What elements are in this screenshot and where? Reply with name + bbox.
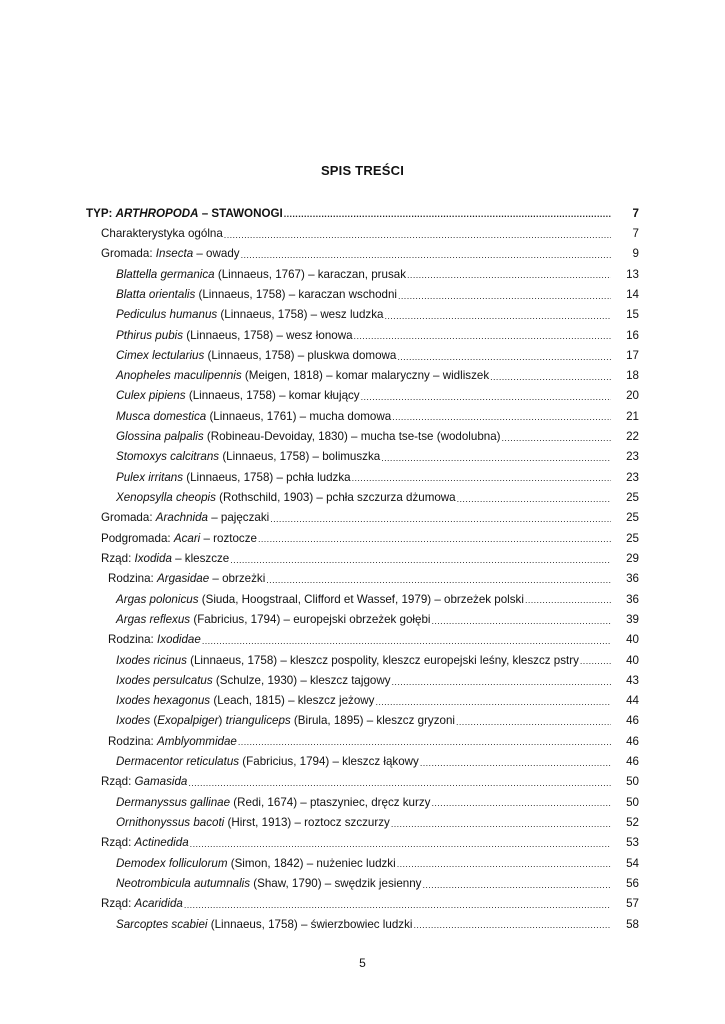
toc-leader-dots — [407, 271, 611, 284]
toc-leader-dots — [381, 454, 611, 467]
toc-leader-dots — [384, 312, 611, 325]
toc-entry-page: 43 — [626, 673, 639, 687]
toc-entry-label-text: (Linnaeus, 1761) – mucha domowa — [206, 409, 392, 423]
toc-entry-label-text: (Leach, 1815) – kleszcz jeżowy — [210, 694, 375, 708]
toc-entry-page: 21 — [626, 409, 639, 423]
toc-leader-dots — [270, 515, 611, 528]
toc-entry-label-text: Rodzina: — [108, 633, 157, 647]
toc-entry-label-italic: Argas reflexus — [116, 612, 191, 626]
toc-leader-dots — [202, 637, 611, 650]
toc-entry-label — [101, 836, 189, 849]
toc-entry-label-text: (Siuda, Hoogstraal, Clifford et Wassef, 1979) – obrzeżek polski — [198, 592, 524, 606]
toc-entry — [86, 203, 639, 223]
toc-entry-page: 29 — [626, 551, 639, 565]
toc-leader-dots — [420, 759, 611, 772]
page-title: SPIS TREŚCI — [320, 163, 405, 178]
toc-entry-label-italic: Gamasida — [134, 775, 188, 789]
toc-entry-label — [116, 308, 383, 321]
toc-leader-dots — [422, 881, 611, 894]
toc-entry-label-text: Charakterystyka ogólna — [101, 226, 223, 240]
toc-entry — [86, 589, 639, 609]
toc-entry-label-text: (Schulze, 1930) – kleszcz tajgowy — [212, 673, 391, 687]
toc-entry-label-italic: Ixodes — [116, 714, 151, 728]
toc-entry-label — [108, 572, 265, 585]
toc-entry-label — [108, 633, 201, 646]
toc-entry-label-italic: Arachnida — [155, 511, 208, 525]
toc-entry-label-text: (Linnaeus, 1758) – wesz ludzka — [217, 308, 384, 322]
toc-entry-label-italic: Amblyommidae — [156, 734, 237, 748]
toc-entry-label — [108, 735, 237, 748]
toc-entry-label-text: (Linnaeus, 1758) – świerzbowiec ludzki — [207, 917, 413, 931]
toc-entry-page: 25 — [626, 491, 639, 505]
toc-leader-dots — [230, 556, 611, 569]
toc-entry-label — [101, 247, 240, 260]
toc-entry-page: 13 — [626, 267, 639, 281]
toc-entry-label — [101, 897, 183, 910]
toc-entry-label — [116, 877, 421, 890]
toc-entry — [86, 711, 639, 731]
toc-entry-page: 57 — [626, 897, 639, 911]
toc-entry-page: 25 — [626, 531, 639, 545]
toc-entry-label — [101, 775, 187, 788]
toc-entry — [86, 792, 639, 812]
toc-entry-label-text: – roztocze — [200, 531, 257, 545]
toc-entry-label-italic: Blatta orientalis — [116, 287, 196, 301]
toc-leader-dots — [413, 921, 611, 934]
toc-leader-dots — [502, 434, 611, 447]
toc-entry-label-italic: Blattella germanica — [116, 267, 215, 281]
toc-entry-label-italic: Argasidae — [156, 572, 210, 586]
toc-leader-dots — [266, 576, 611, 589]
toc-entry — [86, 670, 639, 690]
toc-entry-label-text: (Fabricius, 1794) – kleszcz łąkowy — [239, 755, 419, 769]
toc-leader-dots — [352, 474, 611, 487]
toc-entry-label-text: – obrzeżki — [209, 572, 266, 586]
toc-entry-label-italic: Glossina palpalis — [116, 430, 204, 444]
toc-leader-dots — [397, 353, 611, 366]
toc-entry-label-text: ( — [150, 714, 158, 728]
toc-entry-label-text: – kleszcze — [171, 551, 230, 565]
toc-entry-page: 58 — [626, 917, 639, 931]
toc-leader-dots — [431, 617, 611, 630]
toc-entry-label — [101, 511, 269, 524]
toc-entry-label — [116, 349, 396, 362]
toc-entry-label — [116, 796, 430, 809]
toc-leader-dots — [284, 210, 611, 223]
toc-entry-label-text: Gromada: — [101, 511, 156, 525]
toc-entry-label-italic: Dermanyssus gallinae — [116, 795, 231, 809]
toc-entry-label-text: (Linnaeus, 1758) – kleszcz pospolity, kleszcz europejski leśny, kleszcz pstry — [186, 653, 579, 667]
toc-entry-label-text: Rząd: — [101, 836, 135, 850]
toc-entry — [86, 305, 639, 325]
toc-entry-label — [116, 755, 419, 768]
toc-entry-page: 18 — [626, 369, 639, 383]
toc-entry-label — [116, 694, 374, 707]
toc-entry-label — [116, 857, 396, 870]
toc-entry-label — [116, 918, 412, 931]
toc-leader-dots — [241, 251, 611, 264]
toc-entry-label-italic: Ixodes ricinus — [116, 653, 187, 667]
toc-entry-page: 23 — [626, 450, 639, 464]
toc-leader-dots — [457, 495, 611, 508]
toc-entry-label-text: Podgromada: — [101, 531, 174, 545]
toc-entry-label-italic: Xenopsylla cheopis — [116, 491, 216, 505]
toc-leader-dots — [456, 718, 611, 731]
toc-entry-label-text: (Linnaeus, 1758) – bolimuszka — [219, 450, 381, 464]
toc-entry-label-text: (Rothschild, 1903) – pchła szczurza dżumowa — [215, 491, 456, 505]
toc-entry-page: 40 — [626, 633, 639, 647]
toc-entry-label-italic: Insecta — [155, 247, 194, 261]
toc-entry-label-text: (Hirst, 1913) – roztocz szczurzy — [224, 816, 390, 830]
toc-entry-label-text: TYP: — [86, 206, 116, 220]
toc-leader-dots — [431, 799, 611, 812]
toc-entry-page: 52 — [626, 816, 639, 830]
toc-entry-label-italic: Ornithonyssus bacoti — [116, 816, 225, 830]
toc-leader-dots — [361, 393, 611, 406]
toc-entry-label-text: (Redi, 1674) – ptaszyniec, dręcz kurzy — [230, 795, 431, 809]
toc-entry — [86, 426, 639, 446]
toc-entry-page: 40 — [626, 653, 639, 667]
toc-entry-label-text: – pajęczaki — [208, 511, 270, 525]
toc-entry — [86, 223, 639, 243]
toc-entry-label-italic: Culex pipiens — [116, 389, 186, 403]
toc-entry-label-italic: Dermacentor reticulatus — [116, 755, 240, 769]
toc-entry-label-text: (Linnaeus, 1758) – komar kłujący — [185, 389, 360, 403]
toc-entry-label-italic: Acari — [173, 531, 201, 545]
toc-entry — [86, 873, 639, 893]
toc-leader-dots — [391, 820, 611, 833]
toc-entry-page: 50 — [626, 775, 639, 789]
toc-entry — [86, 406, 639, 426]
toc-entry-label — [116, 593, 524, 606]
toc-entry — [86, 569, 639, 589]
toc-leader-dots — [490, 373, 611, 386]
toc-leader-dots — [188, 779, 611, 792]
toc-entry-label-italic: Ixodidae — [156, 633, 201, 647]
toc-entry-label-italic: Musca domestica — [116, 409, 207, 423]
toc-entry-label-text: (Linnaeus, 1767) – karaczan, prusak — [214, 267, 407, 281]
toc-entry-label-text: Gromada: — [101, 247, 156, 261]
toc-entry-label-italic: Ixodes hexagonus — [116, 694, 211, 708]
toc-entry — [86, 812, 639, 832]
toc-leader-dots — [238, 738, 611, 751]
toc-entry-page: 36 — [626, 572, 639, 586]
toc-entry-page: 54 — [626, 856, 639, 870]
toc-leader-dots — [580, 657, 611, 670]
toc-entry-label-italic: Ixodes persulcatus — [116, 673, 213, 687]
table-of-contents — [86, 203, 639, 934]
toc-leader-dots — [397, 860, 611, 873]
toc-leader-dots — [224, 231, 611, 244]
toc-entry-page: 15 — [626, 308, 639, 322]
toc-entry — [86, 325, 639, 345]
toc-entry-label-text: (Birula, 1895) – kleszcz gryzoni — [290, 714, 455, 728]
toc-leader-dots — [184, 901, 611, 914]
toc-entry-page: 9 — [632, 247, 639, 261]
toc-entry — [86, 264, 639, 284]
toc-entry — [86, 751, 639, 771]
toc-entry-label — [116, 288, 397, 301]
toc-entry-page: 44 — [626, 694, 639, 708]
toc-leader-dots — [392, 678, 611, 691]
toc-entry-label — [116, 471, 351, 484]
toc-leader-dots — [190, 840, 611, 853]
toc-entry-page: 36 — [626, 592, 639, 606]
toc-entry-label — [116, 329, 353, 342]
toc-entry — [86, 853, 639, 873]
toc-entry-page: 16 — [626, 328, 639, 342]
toc-entry — [86, 731, 639, 751]
toc-entry-label-text: Rząd: — [101, 551, 135, 565]
toc-entry-label-italic: Stomoxys calcitrans — [116, 450, 220, 464]
toc-entry-label — [116, 714, 455, 727]
toc-entry-label-italic: Pediculus humanus — [116, 308, 218, 322]
toc-leader-dots — [525, 596, 611, 609]
toc-entry — [86, 345, 639, 365]
toc-entry — [86, 467, 639, 487]
toc-entry-label — [101, 552, 229, 565]
toc-entry — [86, 609, 639, 629]
toc-entry-label-italic: Pulex irritans — [116, 470, 184, 484]
toc-entry — [86, 244, 639, 264]
toc-entry-label-text: (Simon, 1842) – nużeniec ludzki — [227, 856, 396, 870]
toc-entry-page: 56 — [626, 876, 639, 890]
toc-entry-label-italic: Acaridida — [134, 897, 183, 911]
toc-entry-label-text: Rodzina: — [108, 734, 157, 748]
toc-entry-page: 46 — [626, 714, 639, 728]
toc-entry-label — [116, 613, 430, 626]
toc-entry-label-italic: Demodex folliculorum — [116, 856, 228, 870]
toc-entry-label-italic: Actinedida — [134, 836, 189, 850]
toc-entry-label-text: Rząd: — [101, 775, 135, 789]
toc-entry-page: 17 — [626, 348, 639, 362]
toc-entry-label-text: (Fabricius, 1794) – europejski obrzeżek gołębi — [190, 612, 431, 626]
toc-entry-label-italic: Sarcoptes scabiei — [116, 917, 208, 931]
toc-entry — [86, 528, 639, 548]
toc-entry — [86, 366, 639, 386]
toc-entry — [86, 650, 639, 670]
toc-entry-label-italic: Pthirus pubis — [116, 328, 184, 342]
toc-entry — [86, 914, 639, 934]
toc-entry-label — [116, 430, 501, 443]
toc-entry-label — [116, 816, 390, 829]
toc-entry-label-text: – owady — [193, 247, 240, 261]
toc-entry-label-italic: Ixodida — [134, 551, 172, 565]
toc-entry-label — [116, 450, 380, 463]
toc-entry-label-text: (Linnaeus, 1758) – karaczan wschodni — [195, 287, 397, 301]
toc-entry — [86, 630, 639, 650]
toc-entry-label-text: (Robineau-Devoiday, 1830) – mucha tse-tse (wodolubna) — [203, 430, 501, 444]
toc-entry-label-italic: Cimex lectularius — [116, 348, 205, 362]
toc-entry — [86, 447, 639, 467]
toc-entry — [86, 284, 639, 304]
toc-entry-label-text: (Shaw, 1790) – swędzik jesienny — [250, 876, 422, 890]
toc-entry-page: 22 — [626, 430, 639, 444]
toc-entry-label — [116, 369, 489, 382]
toc-entry — [86, 894, 639, 914]
toc-entry-label-italic: trianguliceps — [225, 714, 291, 728]
toc-entry-label — [116, 491, 456, 504]
page-number: 5 — [359, 956, 366, 970]
toc-entry-label — [116, 268, 406, 281]
toc-entry-label-text: (Linnaeus, 1758) – pluskwa domowa — [204, 348, 397, 362]
toc-leader-dots — [375, 698, 611, 711]
toc-entry-page: 39 — [626, 612, 639, 626]
toc-entry-label-text: (Linnaeus, 1758) – pchła ludzka — [183, 470, 351, 484]
toc-entry-page: 14 — [626, 287, 639, 301]
toc-entry — [86, 691, 639, 711]
toc-entry-label-italic: Exopalpiger — [157, 714, 219, 728]
toc-entry-label — [86, 207, 283, 220]
toc-entry-page: 53 — [626, 836, 639, 850]
toc-entry-label-text: Rząd: — [101, 897, 135, 911]
toc-entry-label-text: (Linnaeus, 1758) – wesz łonowa — [183, 328, 353, 342]
toc-entry-label-text: (Meigen, 1818) – komar malaryczny – widliszek — [241, 369, 490, 383]
toc-entry-label-italic: Argas polonicus — [116, 592, 199, 606]
toc-entry-label — [116, 410, 391, 423]
toc-entry — [86, 386, 639, 406]
toc-entry-label — [116, 674, 391, 687]
toc-entry — [86, 508, 639, 528]
toc-entry — [86, 487, 639, 507]
toc-entry-label — [116, 389, 360, 402]
toc-entry-label-text: ) — [218, 714, 226, 728]
toc-entry-page: 25 — [626, 511, 639, 525]
toc-entry-label-italic: ARTHROPODA — [115, 206, 199, 220]
toc-entry-label-italic: Neotrombicula autumnalis — [116, 876, 251, 890]
toc-entry-page: 46 — [626, 755, 639, 769]
toc-leader-dots — [258, 535, 611, 548]
toc-entry-label — [101, 532, 257, 545]
toc-entry-page: 20 — [626, 389, 639, 403]
toc-entry — [86, 772, 639, 792]
toc-entry-page: 7 — [632, 226, 639, 240]
toc-entry — [86, 548, 639, 568]
toc-entry-page: 23 — [626, 470, 639, 484]
toc-entry-page: 46 — [626, 734, 639, 748]
toc-leader-dots — [392, 413, 611, 426]
toc-entry — [86, 833, 639, 853]
toc-entry-label-text: – STAWONOGI — [198, 206, 283, 220]
toc-entry-label — [116, 654, 579, 667]
toc-entry-page: 50 — [626, 795, 639, 809]
toc-entry-label-italic: Anopheles maculipennis — [116, 369, 242, 383]
toc-entry-label-text: Rodzina: — [108, 572, 157, 586]
toc-entry-page: 7 — [632, 206, 639, 220]
toc-leader-dots — [354, 332, 611, 345]
toc-entry-label — [101, 227, 223, 240]
toc-leader-dots — [398, 292, 611, 305]
